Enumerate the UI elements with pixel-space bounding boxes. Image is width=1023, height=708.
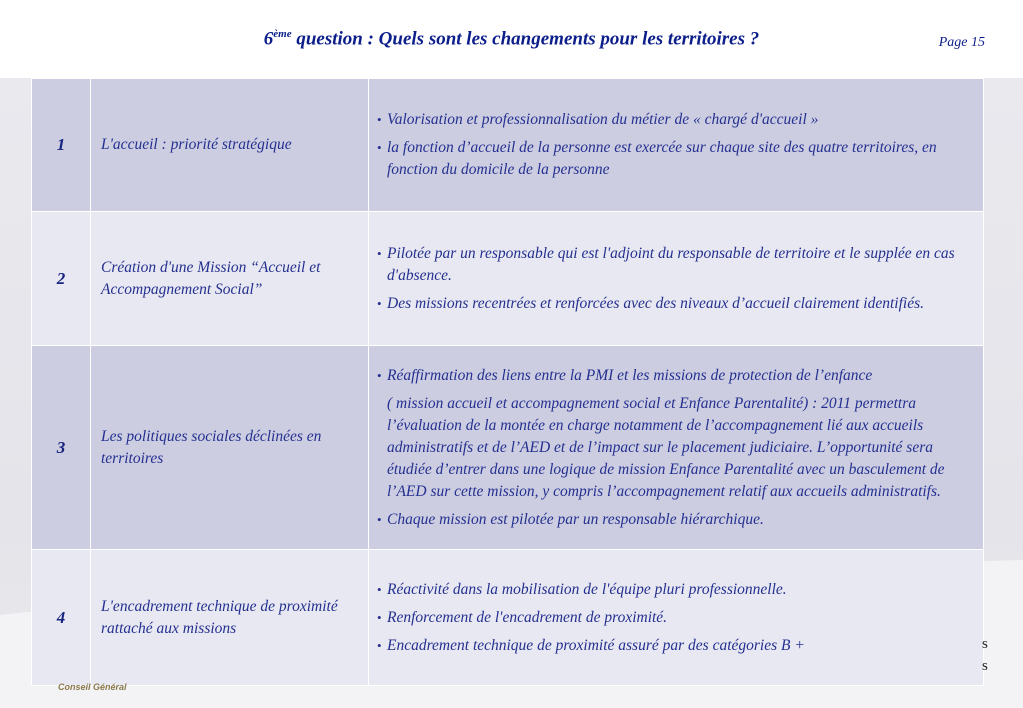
- row-topic: L'accueil : priorité stratégique: [91, 79, 369, 212]
- list-item: • la fonction d’accueil de la personne est exercée sur chaque site des quatre territoires, en fonction du domicile de la personne: [377, 139, 937, 178]
- row-topic: L'encadrement technique de proximité rattaché aux missions: [91, 550, 369, 686]
- row-topic: Création d'une Mission “Accueil et Accompagnement Social”: [91, 212, 369, 346]
- table-row: [32, 346, 984, 550]
- row-description: [369, 346, 984, 550]
- list-item: • Encadrement technique de proximité assuré par des catégories B +: [377, 636, 805, 654]
- row-number: 1: [32, 79, 91, 212]
- changes-table: [31, 78, 984, 686]
- row-description: [369, 550, 984, 686]
- side-text: s: [982, 658, 988, 674]
- list-item-continuation: ( mission accueil et accompagnement social et Enfance Parentalité) : 2011 permettra l’évaluation de la montée en charge notamment de l’accompagnement lié aux accueils administratifs et de l’AED et de l’impact sur le placement judiciaire. L’opportunité sera étudiée d’entrer dans une logique de mission Enfance Parentalité avec un basculement de l’AED sur cette mission, y compris l’accompagnement relatif aux accueils administratifs.: [387, 394, 945, 500]
- list-item: • Renforcement de l'encadrement de proximité.: [377, 608, 668, 626]
- row-description: [369, 79, 984, 212]
- list-item: • Chaque mission est pilotée par un responsable hiérarchique.: [377, 510, 764, 528]
- side-text: s: [982, 636, 988, 652]
- row-topic: Les politiques sociales déclinées en territoires: [91, 346, 369, 550]
- table-row: [32, 79, 984, 212]
- row-description: [369, 212, 984, 346]
- page-title: 6ème question : Quels sont les changements pour les territoires ?: [263, 28, 760, 50]
- row-number: 3: [32, 346, 91, 550]
- list-item: • Valorisation et professionnalisation du métier de « chargé d'accueil »: [377, 111, 819, 128]
- list-item: • Pilotée par un responsable qui est l'adjoint du responsable de territoire et le supplée en cas d'absence.: [377, 244, 955, 284]
- footer-logo-text: Conseil Général: [58, 682, 127, 692]
- row-number: 4: [32, 550, 91, 686]
- table-row: [32, 550, 984, 686]
- list-item: • Réactivité dans la mobilisation de l'équipe pluri professionnelle.: [377, 580, 787, 598]
- page-number: Page 15: [938, 35, 985, 50]
- list-item: • Des missions recentrées et renforcées avec des niveaux d’accueil clairement identifiés.: [377, 294, 925, 312]
- table-row: [32, 212, 984, 346]
- list-item: • Réaffirmation des liens entre la PMI et les missions de protection de l’enfance: [377, 366, 873, 384]
- row-number: 2: [32, 212, 91, 346]
